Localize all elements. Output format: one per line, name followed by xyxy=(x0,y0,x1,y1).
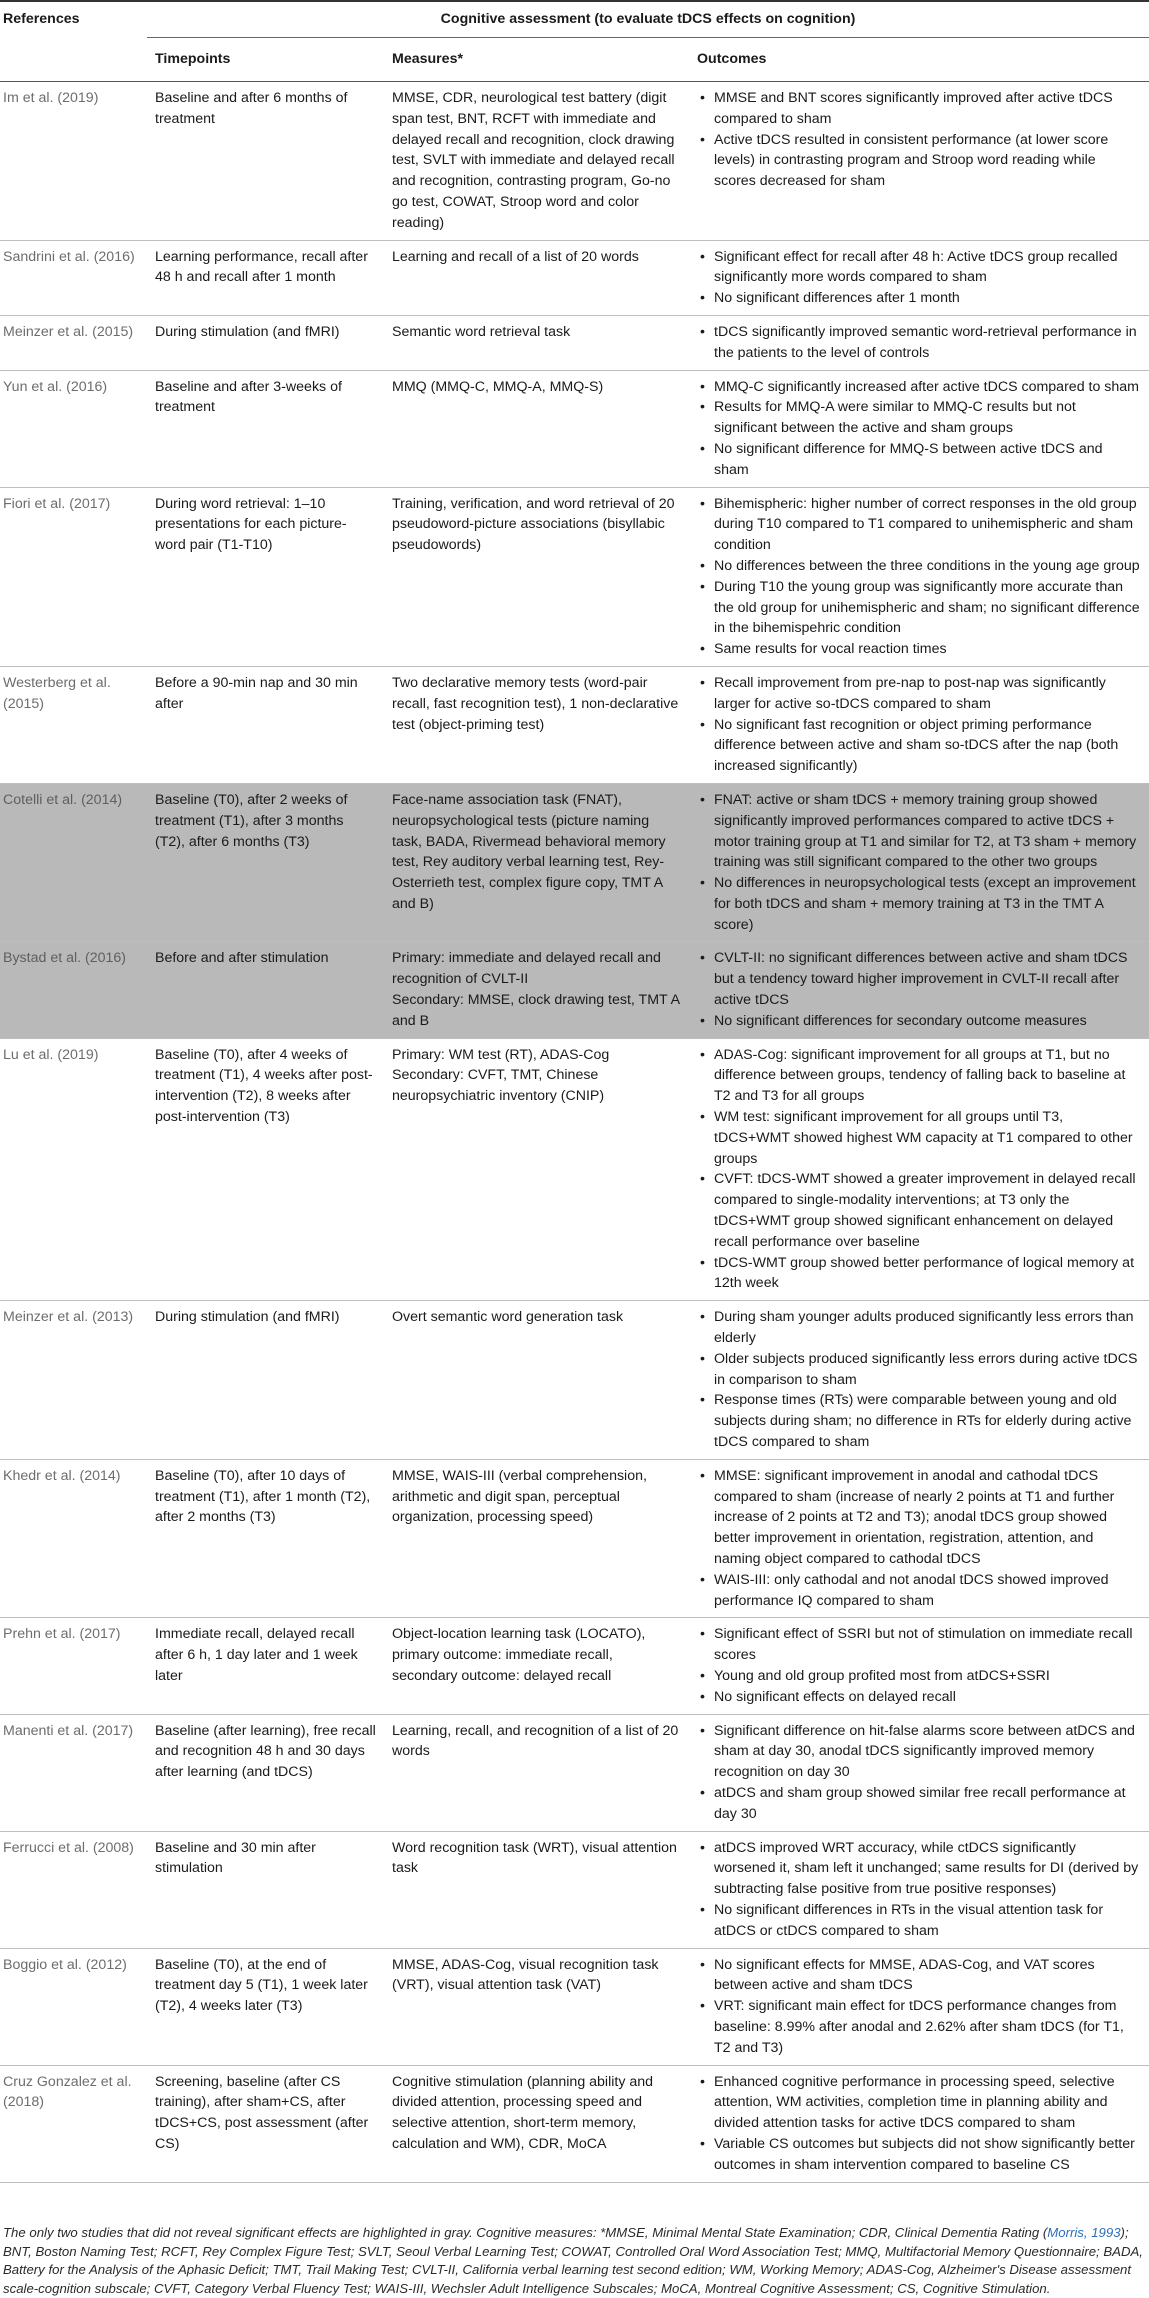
timepoints-cell: Baseline (after learning), free recall and recognition 48 h and 30 days after learning (and tDCS) xyxy=(147,1714,384,1831)
reference-cell: Meinzer et al. (2015) xyxy=(0,315,147,370)
outcomes-cell xyxy=(689,942,1149,1038)
measures-line: Cognitive stimulation (planning ability and divided attention, processing speed and selective attention, short-term memory, calculation and WM), CDR, MoCA xyxy=(392,2073,654,2152)
table-row xyxy=(0,487,1149,666)
outcomes-cell xyxy=(689,666,1149,783)
outcome-item: • WM test: significant improvement for all groups until T3, tDCS+WMT showed highest WM capacity at T1 compared to other groups xyxy=(697,1107,1141,1169)
reference-cell: Bystad et al. (2016) xyxy=(0,942,147,1038)
measures-line: MMSE, CDR, neurological test battery (digit span test, BNT, RCFT with immediate and delayed recall and recognition, clock drawing test, SVLT with immediate and delayed recall and recognition, contrasting program, Go-no go test, COWAT, Stroop word and color reading) xyxy=(392,90,675,231)
header-references: References xyxy=(0,1,147,38)
outcomes-list xyxy=(697,1307,1141,1453)
reference-cell: Cruz Gonzalez et al. (2018) xyxy=(0,2065,147,2182)
outcome-item: • CVLT-II: no significant differences between active and sham tDCS but a tendency toward higher improvement in CVLT-II recall after active tDCS xyxy=(697,948,1141,1010)
table-row xyxy=(0,2065,1149,2182)
table-body xyxy=(0,82,1149,2183)
measures-line: Two declarative memory tests (word-pair recall, fast recognition test), 1 non-declarative test (object-priming test) xyxy=(392,674,679,733)
table-row xyxy=(0,1714,1149,1831)
reference-cell: Fiori et al. (2017) xyxy=(0,487,147,666)
outcomes-cell xyxy=(689,1948,1149,2065)
outcome-item: • Recall improvement from pre-nap to post-nap was significantly larger for active so-tDCS compared to sham xyxy=(697,673,1141,715)
footnote-text-b: ); BNT, Boston Naming Test; RCFT, Rey Complex Figure Test; SVLT, Seoul Verbal Learning Test; COWAT, Controlled Oral Word Association Test; MMQ, Multifactorial Memory Questionnaire; BADA, Battery for the Analysis of the Aphasic Deficit; TMT, Trail Making Test; CVLT-II, California verbal learning test second edition; WM, Working Memory; ADAS-Cog, Alzheimer's Disease assessment scale-cognition subscale; CVFT, Category Verbal Fluency Test; WAIS-III, Wechsler Adult Intelligence Subscales; MoCA, Montreal Cognitive Assessment; CS, Cognitive Stimulation. xyxy=(3,2225,1143,2296)
outcomes-cell xyxy=(689,1038,1149,1301)
measures-cell xyxy=(384,1831,689,1948)
footnote-citation-link[interactable]: Morris, 1993 xyxy=(1047,2225,1121,2240)
timepoints-cell: Baseline and after 6 months of treatment xyxy=(147,82,384,241)
outcomes-list xyxy=(697,673,1141,777)
outcome-item: • Results for MMQ-A were similar to MMQ-C results but not significant between the active and sham groups xyxy=(697,397,1141,439)
outcome-item: • Young and old group profited most from atDCS+SSRI xyxy=(697,1666,1141,1687)
table-row xyxy=(0,240,1149,315)
measures-line: Learning, recall, and recognition of a list of 20 words xyxy=(392,1722,679,1760)
outcomes-cell xyxy=(689,370,1149,487)
measures-cell xyxy=(384,315,689,370)
reference-cell: Ferrucci et al. (2008) xyxy=(0,1831,147,1948)
table-row xyxy=(0,783,1149,942)
measures-cell xyxy=(384,1301,689,1460)
measures-line: Object-location learning task (LOCATO), primary outcome: immediate recall, secondary outcome: delayed recall xyxy=(392,1626,646,1684)
timepoints-cell: Before and after stimulation xyxy=(147,942,384,1038)
outcome-item: • Significant effect of SSRI but not of stimulation on immediate recall scores xyxy=(697,1624,1141,1666)
outcome-item: • No significant effects for MMSE, ADAS-Cog, and VAT scores between active and sham tDCS xyxy=(697,1955,1141,1997)
outcome-item: • MMSE: significant improvement in anodal and cathodal tDCS compared to sham (increase of nearly 2 points at T1 and further increase of 2 points at T2 and T3); anodal tDCS group showed better improvement in orientation, registration, attention, and naming object compared to cathodal tDCS xyxy=(697,1466,1141,1570)
table-row xyxy=(0,1831,1149,1948)
reference-cell: Meinzer et al. (2013) xyxy=(0,1301,147,1460)
reference-cell: Im et al. (2019) xyxy=(0,82,147,241)
measures-cell xyxy=(384,1459,689,1618)
measures-line: Semantic word retrieval task xyxy=(392,323,571,340)
measures-cell xyxy=(384,1714,689,1831)
outcomes-list xyxy=(697,88,1141,192)
measures-cell xyxy=(384,2065,689,2182)
outcomes-cell xyxy=(689,82,1149,241)
timepoints-cell: During word retrieval: 1–10 presentations for each picture-word pair (T1-T10) xyxy=(147,487,384,666)
outcomes-list xyxy=(697,494,1141,660)
outcomes-cell xyxy=(689,1301,1149,1460)
outcomes-cell xyxy=(689,240,1149,315)
measures-cell xyxy=(384,240,689,315)
outcome-item: • Significant effect for recall after 48 h: Active tDCS group recalled significantly more words compared to sham xyxy=(697,247,1141,289)
measures-line: Primary: immediate and delayed recall and recognition of CVLT-II xyxy=(392,950,661,988)
measures-cell xyxy=(384,1948,689,2065)
table-row xyxy=(0,82,1149,241)
measures-line: MMSE, WAIS-III (verbal comprehension, arithmetic and digit span, perceptual organization, processing speed) xyxy=(392,1467,647,1526)
header-outcomes: Outcomes xyxy=(689,38,1149,82)
timepoints-cell: Baseline (T0), after 2 weeks of treatment (T1), after 3 months (T2), after 6 months (T3) xyxy=(147,783,384,942)
outcome-item: • MMSE and BNT scores significantly improved after active tDCS compared to sham xyxy=(697,88,1141,130)
outcomes-cell xyxy=(689,2065,1149,2182)
timepoints-cell: During stimulation (and fMRI) xyxy=(147,315,384,370)
reference-cell: Boggio et al. (2012) xyxy=(0,1948,147,2065)
header-empty xyxy=(0,38,147,82)
table-row xyxy=(0,315,1149,370)
outcomes-list xyxy=(697,948,1141,1031)
outcome-item: • atDCS and sham group showed similar free recall performance at day 30 xyxy=(697,1783,1141,1825)
outcome-item: • During sham younger adults produced significantly less errors than elderly xyxy=(697,1307,1141,1349)
table-row xyxy=(0,1038,1149,1301)
measures-line: Primary: WM test (RT), ADAS-Cog xyxy=(392,1046,610,1063)
outcomes-list xyxy=(697,1838,1141,1942)
outcomes-list xyxy=(697,1045,1141,1295)
timepoints-cell: Baseline (T0), after 10 days of treatment (T1), after 1 month (T2), after 2 months (T3) xyxy=(147,1459,384,1618)
outcome-item: • No significant differences after 1 month xyxy=(697,288,1141,309)
outcomes-cell xyxy=(689,1618,1149,1714)
table-footnote xyxy=(3,2224,1143,2298)
outcome-item: • tDCS-WMT group showed better performance of logical memory at 12th week xyxy=(697,1253,1141,1295)
outcome-item: • Bihemispheric: higher number of correct responses in the old group during T10 compared to T1 compared to unihemispheric and sham condition xyxy=(697,494,1141,556)
outcomes-cell xyxy=(689,1831,1149,1948)
table-row xyxy=(0,1618,1149,1714)
outcome-item: • MMQ-C significantly increased after active tDCS compared to sham xyxy=(697,377,1141,398)
reference-cell: Sandrini et al. (2016) xyxy=(0,240,147,315)
reference-cell: Westerberg et al. (2015) xyxy=(0,666,147,783)
table-row xyxy=(0,370,1149,487)
outcome-item: • No significant differences in RTs in the visual attention task for atDCS or ctDCS compared to sham xyxy=(697,1900,1141,1942)
measures-line: Secondary: MMSE, clock drawing test, TMT A and B xyxy=(392,992,680,1029)
outcomes-list xyxy=(697,2072,1141,2176)
outcomes-list xyxy=(697,790,1141,936)
outcome-item: • No significant fast recognition or object priming performance difference between active and sham so-tDCS after the nap (both increased significantly) xyxy=(697,715,1141,777)
timepoints-cell: Learning performance, recall after 48 h and recall after 1 month xyxy=(147,240,384,315)
outcome-item: • No significant difference for MMQ-S between active tDCS and sham xyxy=(697,439,1141,481)
outcome-item: • Response times (RTs) were comparable between young and old subjects during sham; no difference in RTs for elderly during active tDCS compared to sham xyxy=(697,1390,1141,1452)
table-row xyxy=(0,666,1149,783)
reference-cell: Prehn et al. (2017) xyxy=(0,1618,147,1714)
measures-cell xyxy=(384,942,689,1038)
outcome-item: • During T10 the young group was significantly more accurate than the old group for unihemispheric and sham; no significant difference in the bihemispehric condition xyxy=(697,577,1141,639)
header-measures: Measures* xyxy=(384,38,689,82)
outcome-item: • atDCS improved WRT accuracy, while ctDCS significantly worsened it, sham left it unchanged; same results for DI (derived by subtracting false positive from true positive responses) xyxy=(697,1838,1141,1900)
measures-cell xyxy=(384,487,689,666)
outcome-item: • WAIS-III: only cathodal and not anodal tDCS showed improved performance IQ compared to sham xyxy=(697,1570,1141,1612)
outcomes-cell xyxy=(689,783,1149,942)
outcome-item: • Active tDCS resulted in consistent performance (at lower score levels) in contrasting program and Stroop word reading while scores decreased for sham xyxy=(697,130,1141,192)
measures-line: Face-name association task (FNAT), neuropsychological tests (picture naming task, BADA, Rivermead behavioral memory test, Rey auditory verbal learning test, Rey-Osterrieth test, complex figure copy, TMT A and B) xyxy=(392,791,666,912)
outcome-item: • FNAT: active or sham tDCS + memory training group showed significantly improved performances compared to active tDCS + motor training group at T1 and similar for T2, at T3 sham + memory training was still significant compared to the other two groups xyxy=(697,790,1141,873)
outcomes-list xyxy=(697,1624,1141,1707)
measures-line: Secondary: CVFT, TMT, Chinese neuropsychiatric inventory (CNIP) xyxy=(392,1067,605,1105)
outcome-item: • Same results for vocal reaction times xyxy=(697,639,1141,660)
timepoints-cell: Baseline (T0), at the end of treatment day 5 (T1), 1 week later (T2), 4 weeks later (T3) xyxy=(147,1948,384,2065)
outcome-item: • Older subjects produced significantly less errors during active tDCS in comparison to sham xyxy=(697,1349,1141,1391)
measures-cell xyxy=(384,1618,689,1714)
measures-cell xyxy=(384,666,689,783)
header-cognitive-assessment: Cognitive assessment (to evaluate tDCS effects on cognition) xyxy=(147,1,1149,38)
timepoints-cell: Baseline and 30 min after stimulation xyxy=(147,1831,384,1948)
measures-cell xyxy=(384,1038,689,1301)
outcome-item: • tDCS significantly improved semantic word-retrieval performance in the patients to the level of controls xyxy=(697,322,1141,364)
outcomes-cell xyxy=(689,487,1149,666)
outcomes-cell xyxy=(689,315,1149,370)
outcome-item: • Enhanced cognitive performance in processing speed, selective attention, WM activities, completion time in planning ability and divided attention tasks for active tDCS compared to sham xyxy=(697,2072,1141,2134)
table-row xyxy=(0,942,1149,1038)
outcomes-list xyxy=(697,1955,1141,2059)
outcome-item: • No significant differences for secondary outcome measures xyxy=(697,1011,1141,1032)
table-row xyxy=(0,1459,1149,1618)
measures-line: Word recognition task (WRT), visual attention task xyxy=(392,1839,677,1877)
header-row-sub xyxy=(0,38,1149,82)
outcomes-list xyxy=(697,1721,1141,1825)
reference-cell: Manenti et al. (2017) xyxy=(0,1714,147,1831)
outcomes-list xyxy=(697,322,1141,364)
measures-cell xyxy=(384,783,689,942)
timepoints-cell: Screening, baseline (after CS training), after sham+CS, after tDCS+CS, post assessment (after CS) xyxy=(147,2065,384,2182)
outcome-item: • No differences between the three conditions in the young age group xyxy=(697,556,1141,577)
outcome-item: • No differences in neuropsychological tests (except an improvement for both tDCS and sham + memory training at T3 in the TMT A score) xyxy=(697,873,1141,935)
timepoints-cell: Baseline (T0), after 4 weeks of treatment (T1), 4 weeks after post-intervention (T2), 8 weeks after post-intervention (T3) xyxy=(147,1038,384,1301)
outcome-item: • ADAS-Cog: significant improvement for all groups at T1, but no difference between groups, tendency of falling back to baseline at T2 and T3 for all groups xyxy=(697,1045,1141,1107)
header-timepoints: Timepoints xyxy=(147,38,384,82)
outcomes-list xyxy=(697,1466,1141,1612)
measures-line: Overt semantic word generation task xyxy=(392,1309,624,1326)
measures-line: Training, verification, and word retrieval of 20 pseudoword-picture associations (bisyllabic pseudowords) xyxy=(392,495,675,554)
timepoints-cell: Immediate recall, delayed recall after 6 h, 1 day later and 1 week later xyxy=(147,1618,384,1714)
measures-cell xyxy=(384,82,689,241)
reference-cell: Cotelli et al. (2014) xyxy=(0,783,147,942)
measures-cell xyxy=(384,370,689,487)
header-row-top xyxy=(0,1,1149,38)
table-row xyxy=(0,1948,1149,2065)
outcomes-cell xyxy=(689,1714,1149,1831)
measures-line: Learning and recall of a list of 20 words xyxy=(392,248,639,265)
timepoints-cell: Baseline and after 3-weeks of treatment xyxy=(147,370,384,487)
timepoints-cell: During stimulation (and fMRI) xyxy=(147,1301,384,1460)
measures-line: MMQ (MMQ-C, MMQ-A, MMQ-S) xyxy=(392,378,604,395)
outcome-item: • CVFT: tDCS-WMT showed a greater improvement in delayed recall compared to single-modality interventions; at T3 only the tDCS+WMT group showed significant enhancement on delayed recall performance over baseline xyxy=(697,1169,1141,1252)
table-row xyxy=(0,1301,1149,1460)
reference-cell: Yun et al. (2016) xyxy=(0,370,147,487)
outcomes-list xyxy=(697,247,1141,309)
outcomes-list xyxy=(697,377,1141,481)
outcome-item: • Variable CS outcomes but subjects did not show significantly better outcomes in sham intervention compared to baseline CS xyxy=(697,2134,1141,2176)
timepoints-cell: Before a 90-min nap and 30 min after xyxy=(147,666,384,783)
measures-line: MMSE, ADAS-Cog, visual recognition task (VRT), visual attention task (VAT) xyxy=(392,1956,659,1994)
reference-cell: Lu et al. (2019) xyxy=(0,1038,147,1301)
outcome-item: • Significant difference on hit-false alarms score between atDCS and sham at day 30, anodal tDCS significantly improved memory recognition on day 30 xyxy=(697,1721,1141,1783)
footnote-text-a: The only two studies that did not reveal significant effects are highlighted in gray. Cognitive measures: *MMSE, Minimal Mental State Examination; CDR, Clinical Dementia Rating ( xyxy=(3,2225,1048,2240)
outcome-item: • No significant effects on delayed recall xyxy=(697,1687,1141,1708)
outcomes-cell xyxy=(689,1459,1149,1618)
reference-cell: Khedr et al. (2014) xyxy=(0,1459,147,1618)
outcome-item: • VRT: significant main effect for tDCS performance changes from baseline: 8.99% after anodal and 2.62% after sham tDCS (for T1, T2 and T3) xyxy=(697,1996,1141,2058)
